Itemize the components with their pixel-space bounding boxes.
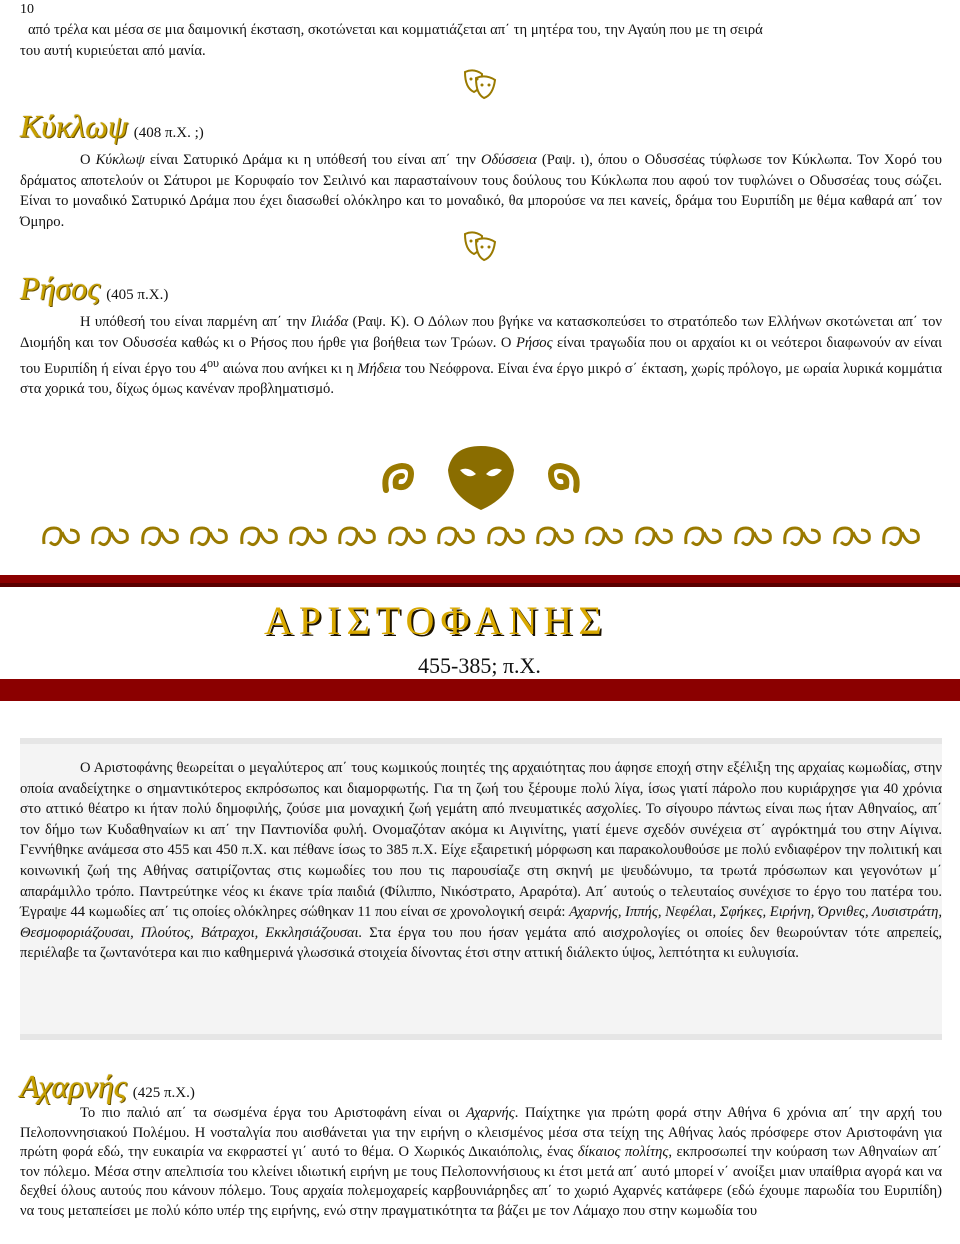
italic-run: Κύκλωψ: [95, 152, 145, 168]
italic-run: Ιλιάδα: [310, 314, 349, 330]
scroll-ornament-icon: [89, 520, 129, 554]
text-run: Το πιο παλιό απ΄ τα σωσμένα έργα του Αριστοφάνη είναι οι: [80, 1105, 467, 1121]
italic-run: Αχαρνής, Ιππής, Νεφέλαι, Σφήκες, Ειρήνη, Όρνιθες, Λυσιστράτη, Θεσμοφοριάζουσαι, Πλούτος, Βάτραχοι, Εκκλησιάζουσαι.: [20, 904, 942, 941]
text-run: αιώνα που ανήκει κι η: [219, 360, 358, 377]
scroll-ornament-icon: [287, 520, 327, 554]
mask-face-icon: [376, 440, 586, 512]
text-run: Ο: [80, 152, 96, 168]
page-number: 10: [20, 2, 34, 17]
text-run: είναι τραγωδία που οι αρχαίοι κι οι νεότεροι διαφωνούν αν είναι του Ευριπίδη ή είναι έργο του 4: [20, 334, 942, 377]
rhesus-date: (405 π.Χ.): [106, 287, 169, 303]
rhesus-title: Ρήσος: [20, 270, 101, 306]
intro-paragraph: [20, 20, 942, 61]
text-run: (Ραψ. ι), όπου ο Οδυσσέας τύφλωσε τον Κύκλωπα. Τον Χορό του δράματος αποτελούν οι Σάτυροι με Κορυφαίο τον Σειλινό και παρασταίνουν τους δούλους του Κύκλωπα που αφού τον τυφλώνει ο Οδυσσέας τους σώζει. Είναι το μοναδικό Σατυρικό Δράμα που έχει διασωθεί ολόκληρο και το μοναδικό, θα μπορούσε να πει κανείς, δράμα του Ευριπίδη με θέμα καθαρά απ΄ τον Όμηρο.: [20, 152, 942, 230]
acharnians-paragraph: [20, 1104, 942, 1244]
rhesus-paragraph: [20, 312, 942, 400]
intro-line-2: του αυτή κυριεύεται από μανία.: [20, 42, 206, 59]
scroll-ornament-icon: [386, 520, 426, 554]
aristophanes-name: ΑΡΙΣΤΟΦΑΝΗΣ: [264, 598, 608, 643]
scroll-ornament-icon: [435, 520, 475, 554]
scroll-ornament-icon: [139, 520, 179, 554]
text-run: . Παίχτηκε για πρώτη φορά στην Αθήνα 6 χρόνια απ΄ την αρχή του Πελοποννησιακού Πολέμου. Η νοσταλγία που αισθάνεται για την ειρήνη ο κλεισμένος μέσα στα τείχη της Αθήνας λαός πρόσφερε στον Αριστοφάνη για πρώτη φορά εδώ, την ευκαιρία να εκφραστεί γι΄ αυτό το θέμα. Ο Χωρικός Δικαιόπολις, ένας: [20, 1105, 942, 1160]
red-band-top: [0, 575, 960, 583]
scroll-ornament-icon: [534, 520, 574, 554]
text-run: Στα έργα του που ήσαν γεμάτα από αισχρολογίες οι οποίες δεν θεωρούνταν τότε απρεπείς, περιέλαβε τα ζωντανότερα και πιο καθημερινά γλωσσικά στοιχεία δίνοντας έτσι στην αττική διάλεκτο ύψος, λεπτότητα κι ευλυγισία.: [20, 924, 942, 962]
scroll-ornament-icon: [633, 520, 673, 554]
scroll-ornament-icon: [831, 520, 871, 554]
aristophanes-bio: [20, 758, 942, 964]
scroll-ornament-icon: [40, 520, 80, 554]
aristophanes-bio-box: [20, 738, 942, 1040]
ornament-border: [40, 520, 920, 554]
italic-run: Αχαρνής: [466, 1105, 515, 1121]
scroll-ornament-icon: [880, 520, 920, 554]
scroll-ornament-icon: [682, 520, 722, 554]
text-run: Ο Αριστοφάνης θεωρείται ο μεγαλύτερος απ΄ τους κωμικούς ποιητές της αρχαιότητας που άφησε εποχή στην εξέλιξη της αρχαίας κωμωδίας, στην οποία αναδείχτηκε ο σημαντικότερος εκπρόσωπος και διαμορφωτής. Για τη ζωή του ξέρουμε πολύ λίγα, ίσως γιατί πάρολο που κυριάρχησε για 40 χρόνια στο αττικό θέατρο κι ήταν πολύ δημοφιλής, ζούσε μια μοναχική ζωή γεμάτη από πνευματικές ασχολίες. Το σίγουρο πάντως είναι πως ήταν Αθηναίος, απ΄ τον δήμο των Κυδαθηναίων κι απ΄ την Πανтιονίδα φυλή. Ονομαζόταν ακόμα κι Αιγινίτης, γιατί έμενε σχεδόν συνέχεια στ΄ αγρόκτημά του στην Αίγινα. Γεννήθηκε ανάμεσα στο 455 και 450 π.Χ. και πέθανε ίσως το 385 π.Χ. Είχε εξαιρετική μόρφωση και παρακολουθούσε με πολύ ενδιαφέρον την πολιτική και κοινωνική ζωή της Αθήνας σατιρίζοντας στις κωμωδίες του που τις παρουσίαζε στη σκηνή με ψευδώνυμο, τα τρωτά πρόσωπων και γεγονότων μ΄ απαράμιλλο τρόπο. Παντρεύτηκε νέος κι έκανε τρία παιδιά (Φίλιππο, Νικόστρατο, Αραρότα). Απ΄ αυτούς ο τελευταίος συνέχισε το έργο του πατέρα του. Έγραψε 44 κωμωδίες απ΄ τις οποίες ολόκληρες σώθηκαν 11 που είναι σε χρονολογική σειρά:: [20, 760, 942, 921]
scroll-ornament-icon: [238, 520, 278, 554]
scroll-ornament-icon: [336, 520, 376, 554]
text-run: (Ραψ. Κ). Ο Δόλων που βγήκε να κατασκοπεύσει το στρατόπεδο των Ελλήνων σκοτώνεται απ΄ τον Διομήδη και τον Οδυσσέα καθώς κι ο Ρήσος που ήρθε για βοήθεια των Τρώων. Ο: [20, 314, 942, 351]
scroll-ornament-icon: [583, 520, 623, 554]
aristophanes-dates: 455-385; π.Χ.: [414, 653, 545, 679]
scroll-ornament-icon: [732, 520, 772, 554]
text-run: είναι Σατυρικό Δράμα κι η υπόθεσή του είναι απ΄ την: [144, 152, 481, 168]
acharnians-heading: [20, 1068, 195, 1105]
theatre-masks-icon: [462, 230, 498, 264]
theatre-masks-icon: [462, 68, 498, 102]
text-run: , εκπροσωπεί την κούραση των Αθηναίων απ΄ τον πόλεμο. Μέσα στην απελπισία του κλείνει ιδιωτική ειρήνη με τους Πελοποννήσιους κι έτσι μετά απ΄ αυτό μπορεί ν΄ ανοίξει μιαν υπαίθρια αγορά και να δεχθεί όλους αυτούς που κάνουν πόλεμο. Τους αρχαία πολεμοχαρείς καρβουνιάρηδες απ΄ το χωριό Αχαρνές κατάφερε (εδώ έχουμε παρωδία του Ευριπίδη) να τους μεταπείσει με πολύ κόπο υπέρ της ειρήνης, ενώ στην πραγματικότητα τα βάζει με τον Λάμαχο που στην κωμωδία του: [20, 1144, 942, 1219]
superscript: ου: [206, 356, 220, 370]
acharnians-date: (425 π.Χ.): [132, 1085, 195, 1101]
cyclops-heading: [20, 108, 204, 145]
intro-line-1: από τρέλα και μέσα σε μια δαιμονική έκσταση, σκοτώνεται και κομματιάζεται απ΄ τη μητέρα του, την Αγαύη που με τη σειρά: [28, 22, 763, 38]
red-band-bottom: [0, 679, 960, 701]
cyclops-title: Κύκλωψ: [20, 108, 128, 144]
italic-run: Οδύσσεια: [480, 152, 537, 168]
cyclops-date: (408 π.Χ. ;): [133, 125, 204, 141]
red-band-top-shadow: [0, 583, 960, 587]
text-run: Η υπόθεσή του είναι παρμένη απ΄ την: [80, 314, 311, 330]
scroll-ornament-icon: [781, 520, 821, 554]
italic-run: Ρήσος: [515, 334, 553, 351]
acharnians-title: Αχαρνής: [20, 1068, 127, 1104]
cyclops-paragraph: [20, 150, 942, 232]
italic-run: δίκαιος πολίτης: [577, 1144, 669, 1160]
rhesus-heading: [20, 270, 168, 307]
italic-run: Μήδεια: [357, 360, 401, 377]
scroll-ornament-icon: [188, 520, 228, 554]
text-run: του Νεόφρονα. Είναι ένα έργο μικρό σ΄ έκταση, χωρίς πρόλογο, με ωραία λυρικά κομμάτια στα χορικά του, δίχως όμως κανέναν προβληματισμό.: [20, 360, 942, 398]
scroll-ornament-icon: [485, 520, 525, 554]
